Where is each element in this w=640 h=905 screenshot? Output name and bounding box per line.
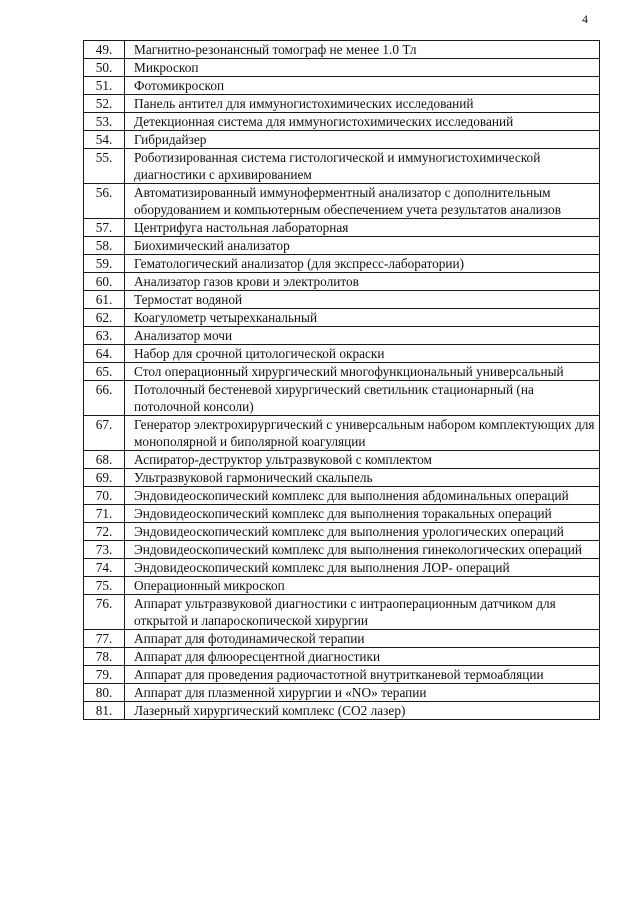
table-row xyxy=(84,523,600,541)
row-number: 76. xyxy=(84,595,125,630)
table-row xyxy=(84,309,600,327)
table-row xyxy=(84,702,600,720)
table-row xyxy=(84,291,600,309)
table-row xyxy=(84,77,600,95)
equipment-name: Эндовидеоскопический комплекс для выполнения абдоминальных операций xyxy=(125,487,600,505)
equipment-name: Анализатор мочи xyxy=(125,327,600,345)
row-number: 67. xyxy=(84,416,125,451)
table-row xyxy=(84,131,600,149)
table-row xyxy=(84,505,600,523)
table-row xyxy=(84,469,600,487)
equipment-name: Стол операционный хирургический многофункциональный универсальный xyxy=(125,363,600,381)
page-number: 4 xyxy=(582,12,588,26)
equipment-name: Аппарат для проведения радиочастотной внутритканевой термоабляции xyxy=(125,666,600,684)
equipment-name: Аппарат для плазменной хирургии и «NO» терапии xyxy=(125,684,600,702)
row-number: 70. xyxy=(84,487,125,505)
row-number: 68. xyxy=(84,451,125,469)
equipment-name: Роботизированная система гистологической и иммуногистохимической диагностики с архивированием xyxy=(125,149,600,184)
row-number: 81. xyxy=(84,702,125,720)
equipment-name: Ультразвуковой гармонический скальпель xyxy=(125,469,600,487)
row-number: 56. xyxy=(84,184,125,219)
equipment-name: Микроскоп xyxy=(125,59,600,77)
equipment-table xyxy=(83,40,600,720)
equipment-name: Операционный микроскоп xyxy=(125,577,600,595)
row-number: 74. xyxy=(84,559,125,577)
table-row xyxy=(84,149,600,184)
row-number: 78. xyxy=(84,648,125,666)
row-number: 59. xyxy=(84,255,125,273)
equipment-name: Фотомикроскоп xyxy=(125,77,600,95)
row-number: 57. xyxy=(84,219,125,237)
equipment-name: Лазерный хирургический комплекс (СО2 лазер) xyxy=(125,702,600,720)
row-number: 71. xyxy=(84,505,125,523)
table-row xyxy=(84,451,600,469)
row-number: 55. xyxy=(84,149,125,184)
equipment-name: Автоматизированный иммуноферментный анализатор с дополнительным оборудованием и компьютерным обеспечением учета результатов анализов xyxy=(125,184,600,219)
row-number: 72. xyxy=(84,523,125,541)
equipment-name: Эндовидеоскопический комплекс для выполнения ЛОР- операций xyxy=(125,559,600,577)
row-number: 51. xyxy=(84,77,125,95)
row-number: 53. xyxy=(84,113,125,131)
row-number: 52. xyxy=(84,95,125,113)
table-row xyxy=(84,595,600,630)
table-row xyxy=(84,273,600,291)
row-number: 77. xyxy=(84,630,125,648)
row-number: 65. xyxy=(84,363,125,381)
equipment-name: Аппарат ультразвуковой диагностики с интраоперационным датчиком для открытой и лапароскопической хирургии xyxy=(125,595,600,630)
equipment-name: Аппарат для флюоресцентной диагностики xyxy=(125,648,600,666)
table-row xyxy=(84,684,600,702)
table-row xyxy=(84,630,600,648)
row-number: 54. xyxy=(84,131,125,149)
equipment-name: Детекционная система для иммуногистохимических исследований xyxy=(125,113,600,131)
row-number: 69. xyxy=(84,469,125,487)
equipment-name: Гематологический анализатор (для экспресс-лаборатории) xyxy=(125,255,600,273)
table-row xyxy=(84,184,600,219)
row-number: 62. xyxy=(84,309,125,327)
equipment-name: Магнитно-резонансный томограф не менее 1.0 Тл xyxy=(125,41,600,59)
row-number: 50. xyxy=(84,59,125,77)
equipment-name: Потолочный бестеневой хирургический светильник стационарный (на потолочной консоли) xyxy=(125,381,600,416)
equipment-name: Коагулометр четырехканальный xyxy=(125,309,600,327)
row-number: 64. xyxy=(84,345,125,363)
equipment-name: Гибридайзер xyxy=(125,131,600,149)
equipment-name: Набор для срочной цитологической окраски xyxy=(125,345,600,363)
table-row xyxy=(84,59,600,77)
table-row xyxy=(84,219,600,237)
table-row xyxy=(84,41,600,59)
equipment-name: Анализатор газов крови и электролитов xyxy=(125,273,600,291)
row-number: 58. xyxy=(84,237,125,255)
equipment-name: Генератор электрохирургический с универсальным набором комплектующих для монополярной и биполярной коагуляции xyxy=(125,416,600,451)
equipment-name: Эндовидеоскопический комплекс для выполнения гинекологических операций xyxy=(125,541,600,559)
row-number: 73. xyxy=(84,541,125,559)
table-row xyxy=(84,327,600,345)
table-row xyxy=(84,559,600,577)
table-row xyxy=(84,666,600,684)
equipment-name: Термостат водяной xyxy=(125,291,600,309)
equipment-name: Аппарат для фотодинамической терапии xyxy=(125,630,600,648)
equipment-name: Эндовидеоскопический комплекс для выполнения урологических операций xyxy=(125,523,600,541)
row-number: 75. xyxy=(84,577,125,595)
table-row xyxy=(84,95,600,113)
row-number: 63. xyxy=(84,327,125,345)
row-number: 80. xyxy=(84,684,125,702)
row-number: 79. xyxy=(84,666,125,684)
equipment-name: Биохимический анализатор xyxy=(125,237,600,255)
equipment-name: Центрифуга настольная лабораторная xyxy=(125,219,600,237)
row-number: 49. xyxy=(84,41,125,59)
table-row xyxy=(84,416,600,451)
equipment-name: Аспиратор-деструктор ультразвуковой с комплектом xyxy=(125,451,600,469)
equipment-table-body xyxy=(84,41,600,720)
table-row xyxy=(84,487,600,505)
table-row xyxy=(84,648,600,666)
equipment-name: Панель антител для иммуногистохимических исследований xyxy=(125,95,600,113)
table-row xyxy=(84,381,600,416)
table-row xyxy=(84,255,600,273)
row-number: 60. xyxy=(84,273,125,291)
table-row xyxy=(84,345,600,363)
table-row xyxy=(84,577,600,595)
table-row xyxy=(84,363,600,381)
row-number: 61. xyxy=(84,291,125,309)
table-row xyxy=(84,113,600,131)
equipment-name: Эндовидеоскопический комплекс для выполнения торакальных операций xyxy=(125,505,600,523)
row-number: 66. xyxy=(84,381,125,416)
table-row xyxy=(84,237,600,255)
table-row xyxy=(84,541,600,559)
